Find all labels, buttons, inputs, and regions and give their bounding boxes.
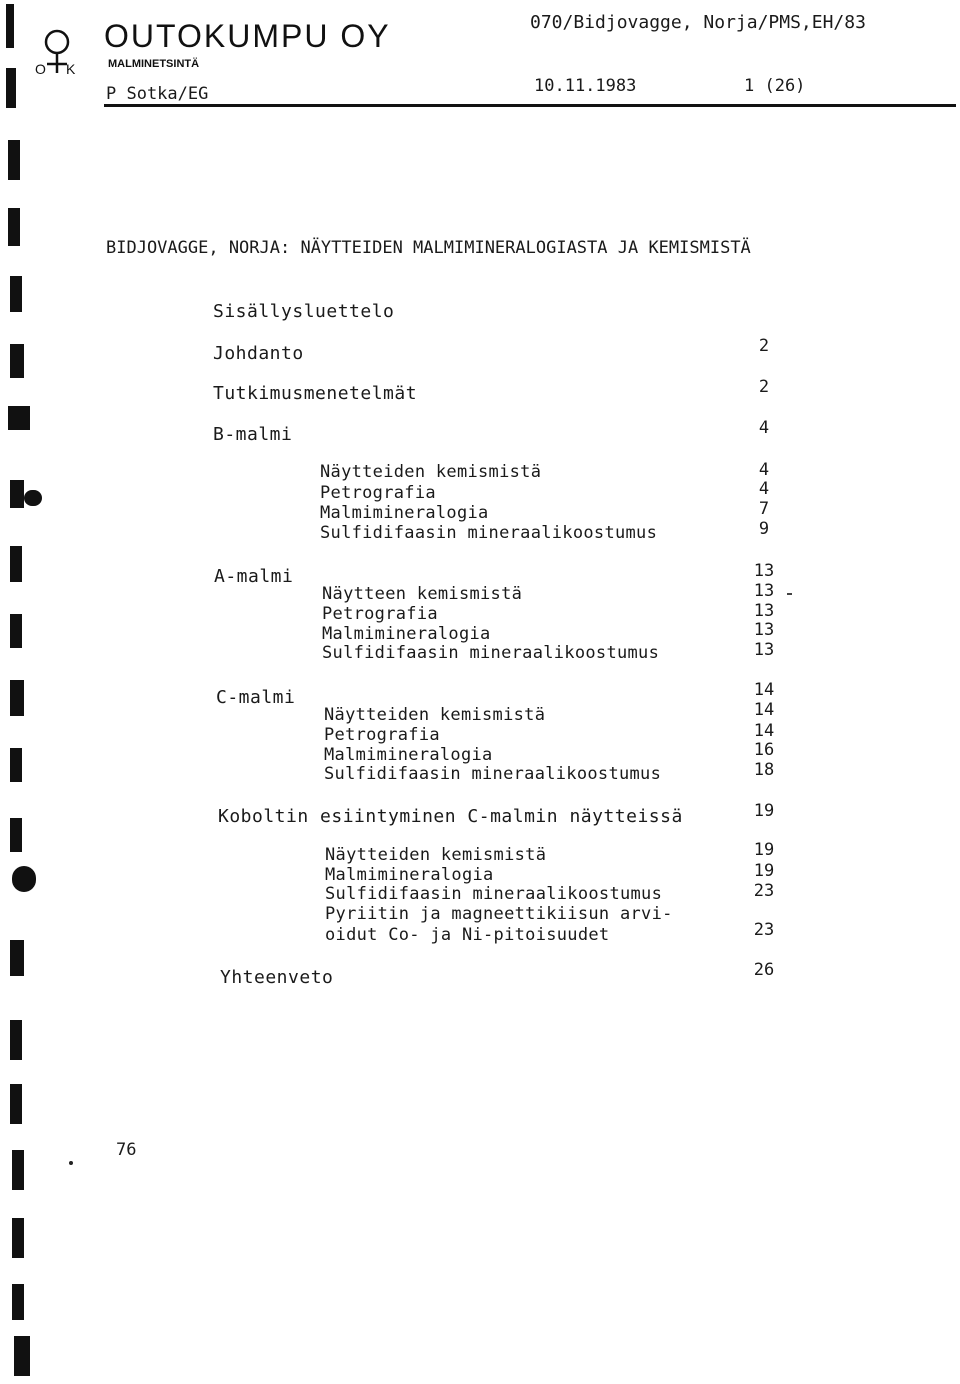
toc-subentry-page: 19: [753, 840, 775, 860]
toc-subentry-label: Sulfidifaasin mineraalikoostumus: [324, 764, 662, 784]
toc-subentry-label: Näytteiden kemismistä: [324, 705, 546, 725]
toc-subentry-label: Sulfidifaasin mineraalikoostumus: [322, 643, 660, 663]
toc-entry-page: 19: [753, 801, 775, 821]
toc-subentry-label: Malmimineralogia: [320, 503, 489, 523]
page-number: 1 (26): [744, 76, 806, 96]
document-title: BIDJOVAGGE, NORJA: NÄYTTEIDEN MALMIMINERALOGIASTA JA KEMISMISTÄ: [106, 238, 751, 258]
toc-entry-label: Tutkimusmenetelmät: [213, 383, 418, 404]
toc-subentry-page: 7: [758, 499, 770, 519]
toc-subentry-page: 9: [758, 519, 770, 539]
author: P Sotka/EG: [106, 84, 209, 104]
toc-entry-page: 13: [753, 561, 775, 581]
toc-entry-page: 2: [758, 336, 770, 356]
toc-subentry-label: oidut Co- ja Ni-pitoisuudet: [325, 925, 610, 945]
toc-subentry-label: Sulfidifaasin mineraalikoostumus: [320, 523, 658, 543]
stray-mark: [787, 593, 792, 595]
toc-subentry-page: 14: [753, 700, 775, 720]
toc-subentry-page: 19: [753, 861, 775, 881]
toc-subentry-label: Näytteen kemismistä: [322, 584, 523, 604]
header-divider: [104, 104, 956, 107]
toc-subentry-page: 4: [758, 460, 770, 480]
document-date: 10.11.1983: [534, 76, 637, 96]
company-logo: [34, 28, 80, 80]
company-name: OUTOKUMPU OY: [104, 18, 391, 54]
toc-subentry-page: 13: [753, 640, 775, 660]
scan-edge-marks: [0, 0, 42, 1384]
department-name: MALMINETSINTÄ: [108, 58, 200, 70]
toc-subentry-label: Malmimineralogia: [325, 865, 494, 885]
toc-section-label: A-malmi: [214, 566, 294, 587]
toc-entry-page: 14: [753, 680, 775, 700]
toc-subentry-page: 16: [753, 740, 775, 760]
toc-heading: Sisällysluettelo: [213, 301, 395, 322]
toc-subentry-label: Sulfidifaasin mineraalikoostumus: [325, 884, 663, 904]
toc-subentry-label: Petrografia: [322, 604, 438, 624]
footer-number: 76: [116, 1140, 137, 1160]
toc-section-label: Koboltin esiintyminen C-malmin näytteissä: [218, 806, 683, 827]
toc-subentry-label: Näytteiden kemismistä: [320, 462, 542, 482]
toc-subentry-label: Pyriitin ja magneettikiisun arvi-: [325, 904, 673, 924]
toc-section-label: B-malmi: [213, 424, 293, 445]
toc-subentry-page: 23: [753, 920, 775, 940]
toc-subentry-page: 18: [753, 760, 775, 780]
toc-subentry-page: 13: [753, 581, 775, 601]
toc-entry-page: 4: [758, 418, 770, 438]
toc-subentry-label: Malmimineralogia: [324, 745, 493, 765]
reference-code: 070/Bidjovagge, Norja/PMS,EH/83: [530, 12, 866, 33]
toc-subentry-page: 13: [753, 601, 775, 621]
toc-entry-label: Johdanto: [213, 343, 304, 364]
toc-subentry-label: Petrografia: [320, 483, 436, 503]
logo-letter-k: K: [66, 61, 76, 77]
toc-subentry-page: 13: [753, 620, 775, 640]
toc-section-label: C-malmi: [216, 687, 296, 708]
footer-dot: [69, 1161, 73, 1165]
toc-subentry-label: Malmimineralogia: [322, 624, 491, 644]
toc-subentry-page: 14: [753, 721, 775, 741]
toc-subentry-page: 4: [758, 479, 770, 499]
toc-subentry-label: Näytteiden kemismistä: [325, 845, 547, 865]
toc-subentry-label: Petrografia: [324, 725, 440, 745]
toc-entry-page: 26: [753, 960, 775, 980]
toc-entry-page: 2: [758, 377, 770, 397]
toc-entry-label: Yhteenveto: [220, 967, 334, 988]
toc-subentry-page: 23: [753, 881, 775, 901]
logo-letter-o: O: [35, 61, 46, 77]
